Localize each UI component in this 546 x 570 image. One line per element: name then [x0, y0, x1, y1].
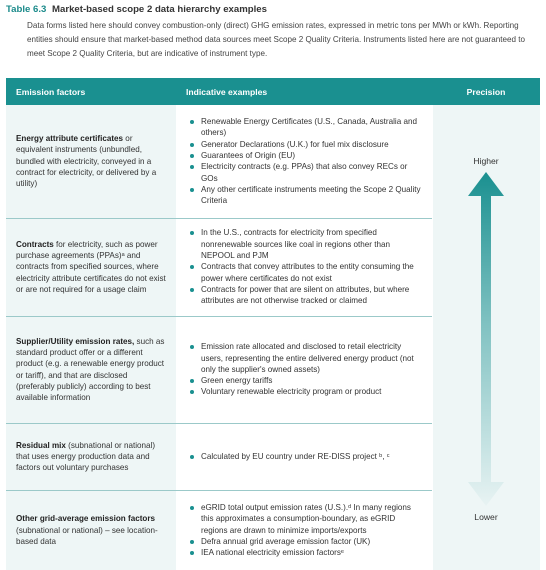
- header-emission-factors: Emission factors: [6, 78, 176, 105]
- factor-name: Other grid-average emission factors: [16, 514, 155, 524]
- intro-paragraph: Data forms listed here should convey combustion-only (direct) GHG emission rates, expressed in metric tons per MWh or kWh. Reporting entities should ensure that market-based method data sources meet Scope 2 Quality Criteria. Instruments listed here are not guaranteed to meet Scope 2 Quality Criteria, but are indicative of instrument type.: [27, 21, 526, 58]
- list-item: Electricity contracts (e.g. PPAs) that also convey RECs or GOs: [201, 161, 422, 184]
- list-item: Defra annual grid average emission factor (UK): [201, 536, 422, 547]
- examples-list: [184, 116, 422, 206]
- list-item: Contracts for power that are silent on attributes, but where attributes are not otherwise tracked or claimed: [201, 284, 422, 307]
- table-title-text: Market-based scope 2 data hierarchy examples: [52, 4, 267, 15]
- factor-description: such as standard product offer or a different product (e.g. a renewable energy product or tariff), and that are disclosed (preferably publicly) according to best available information: [16, 336, 165, 403]
- list-item: Voluntary renewable electricity program or product: [201, 386, 422, 397]
- emission-factor-cell: [6, 316, 176, 423]
- list-item: Generator Declarations (U.K.) for fuel mix disclosure: [201, 139, 422, 150]
- examples-cell: [176, 423, 432, 490]
- table-row: [6, 105, 540, 218]
- header-indicative-examples: Indicative examples: [176, 78, 432, 105]
- hierarchy-table: [6, 78, 540, 570]
- factor-description: (subnational or national) – see location-based data: [16, 525, 158, 546]
- emission-factor-cell: [6, 218, 176, 316]
- examples-cell: [176, 490, 432, 570]
- emission-factor-cell: [6, 423, 176, 490]
- emission-factor-cell: [6, 490, 176, 570]
- factor-name: Residual mix: [16, 440, 66, 450]
- examples-list: [184, 227, 422, 306]
- precision-cell: [432, 105, 540, 570]
- examples-list: [184, 341, 422, 397]
- factor-description: or equivalent instruments (unbundled, bundled with electricity, conveyed in a contract for electricity, or delivered by a utility): [16, 134, 157, 189]
- factor-name: Supplier/Utility emission rates,: [16, 336, 135, 346]
- examples-list: [184, 502, 422, 558]
- list-item: Any other certificate instruments meeting the Scope 2 Quality Criteria: [201, 184, 421, 206]
- list-item: Green energy tariffs: [201, 375, 422, 386]
- examples-cell: [176, 105, 432, 218]
- list-item: In the U.S., contracts for electricity from specified nonrenewable sources like coal in regions other than NEPOOL and PJM: [201, 227, 422, 261]
- examples-cell: [176, 218, 432, 316]
- list-item: eGRID total output emission rates (U.S.).ᵈ In many regions this approximates a consumption-boundary, as eGRID regions are drawn to minimize imports/exports: [201, 502, 422, 536]
- list-item: Emission rate allocated and disclosed to retail electricity users, representing the entire delivered energy product (not only the supplier's owned assets): [201, 341, 422, 375]
- list-item: IEA national electricity emission factorsᵉ: [201, 547, 422, 558]
- header-precision: Precision: [432, 78, 540, 105]
- list-item: Renewable Energy Certificates (U.S., Canada, Australia and others): [201, 116, 422, 139]
- precision-higher-label: Higher: [473, 156, 499, 166]
- factor-description: for electricity, such as power purchase agreements (PPAs)ᵃ and contracts from specified sources, where electricity attribute certificates do not exist or are not required for a usage claim: [16, 239, 166, 294]
- examples-list: [184, 451, 422, 462]
- list-item: Contracts that convey attributes to the entity consuming the power where certificates do not exist: [201, 261, 422, 284]
- list-item: Calculated by EU country under RE-DISS project ᵇ, ᶜ: [201, 451, 422, 462]
- emission-factor-cell: [6, 105, 176, 218]
- precision-lower-label: Lower: [474, 512, 498, 522]
- table-title: [6, 4, 267, 15]
- list-item: Guarantees of Origin (EU): [201, 150, 422, 161]
- table-number: Table 6.3: [6, 4, 47, 15]
- factor-name: Energy attribute certificates: [16, 134, 124, 143]
- examples-cell: [176, 316, 432, 423]
- factor-description: (subnational or national) that uses energy production data and factors out voluntary purchases: [16, 440, 156, 473]
- factor-name: Contracts: [16, 239, 54, 249]
